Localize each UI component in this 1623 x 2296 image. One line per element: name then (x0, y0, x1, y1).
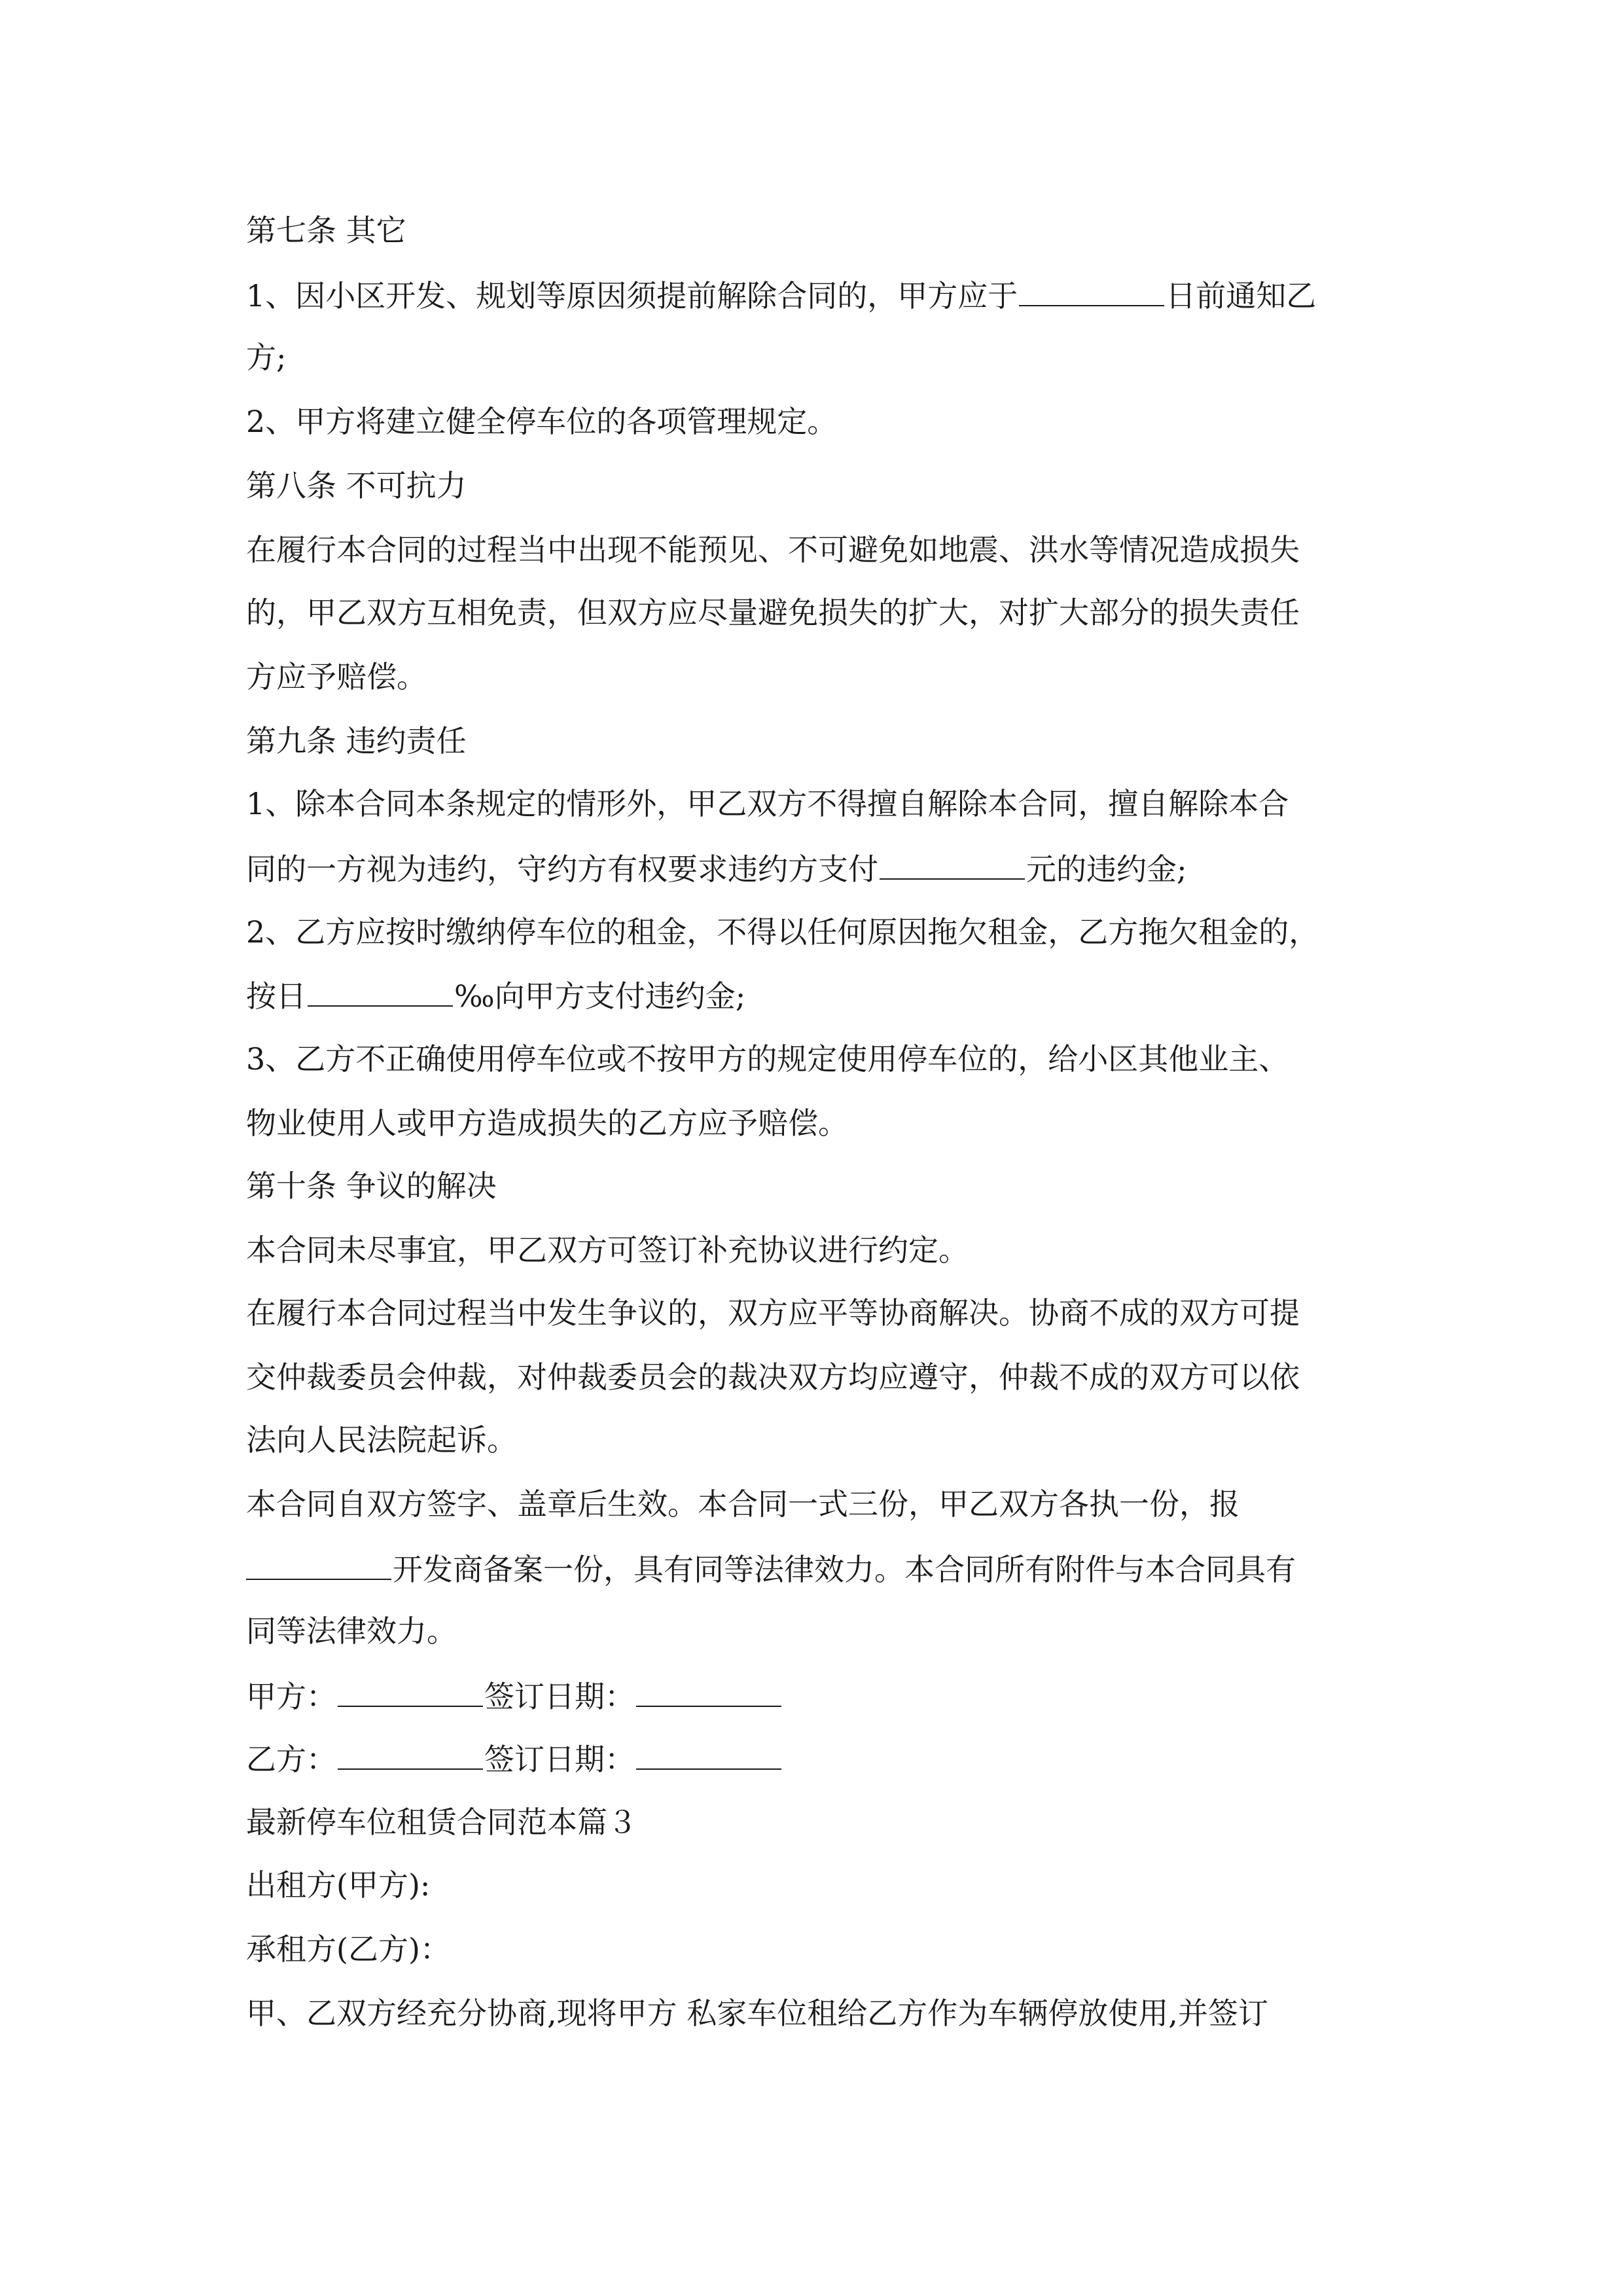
article8-heading: 第八条 不可抗力 (246, 468, 467, 503)
filing-authority-blank[interactable] (246, 1549, 391, 1580)
article9-heading: 第九条 违约责任 (246, 723, 467, 759)
article7-p2: 2、甲方将建立健全停车位的各项管理规定。 (246, 404, 838, 439)
penalty-amount-blank[interactable] (880, 848, 1025, 880)
party-b-signature-row: 乙方： 签订日期： (246, 1738, 783, 1778)
article10-p2-line3: 法向人民法院起诉。 (246, 1422, 517, 1458)
article10-p3-line3: 同等法律效力。 (246, 1613, 457, 1649)
article7-heading: 第七条 其它 (246, 213, 406, 248)
article9-p3-line2: 物业使用人或甲方造成损失的乙方应予赔偿。 (246, 1105, 848, 1141)
notice-days-blank[interactable] (1019, 275, 1164, 306)
article8-line2: 的，甲乙双方互相免责，但双方应尽量避免损失的扩大，对扩大部分的损失责任 (246, 595, 1300, 630)
section3-title: 最新停车位租赁合同范本篇３ (246, 1804, 637, 1840)
article9-p1-line2: 同的一方视为违约，守约方有权要求违约方支付 元的违约金; (246, 848, 1187, 888)
article9-p2-line1: 2、乙方应按时缴纳停车位的租金，不得以任何原因拖欠租金，乙方拖欠租金的， (246, 914, 1319, 950)
article10-p3-line2: 开发商备案一份，具有同等法律效力。本合同所有附件与本合同具有 (246, 1549, 1296, 1588)
party-a-signature-row: 甲方： 签订日期： (246, 1676, 783, 1715)
article10-heading: 第十条 争议的解决 (246, 1168, 497, 1204)
party-a-date-blank[interactable] (636, 1676, 781, 1707)
daily-rate-blank[interactable] (308, 975, 453, 1007)
article10-p1: 本合同未尽事宜，甲乙双方可签订补充协议进行约定。 (246, 1232, 969, 1268)
party-b-date-blank[interactable] (636, 1738, 781, 1770)
article9-p2-line2: 按日 ‰向甲方支付违约金; (246, 975, 745, 1014)
article8-line1: 在履行本合同的过程当中出现不能预见、不可避免如地震、洪水等情况造成损失 (246, 532, 1300, 567)
article9-p1-line1: 1、除本合同本条规定的情形外，甲乙双方不得擅自解除本合同，擅自解除本合 (246, 786, 1289, 821)
lessee-label: 承租方(乙方)： (246, 1931, 450, 1967)
party-b-signature-blank[interactable] (338, 1738, 483, 1770)
article9-p3-line1: 3、乙方不正确使用停车位或不按甲方的规定使用停车位的，给小区其他业主、 (246, 1041, 1289, 1077)
article10-p2-line2: 交仲裁委员会仲裁，对仲裁委员会的裁决双方均应遵守，仲裁不成的双方可以依 (246, 1359, 1300, 1395)
lessor-label: 出租方(甲方): (246, 1867, 431, 1903)
party-a-signature-blank[interactable] (338, 1676, 483, 1707)
article10-p3-line1: 本合同自双方签字、盖章后生效。本合同一式三份，甲乙双方各执一份，报 (246, 1486, 1240, 1522)
article7-p1-line1: 1、因小区开发、规划等原因须提前解除合同的，甲方应于 日前通知乙 (246, 275, 1316, 314)
article7-p1-line2: 方; (246, 340, 287, 375)
article10-p2-line1: 在履行本合同过程当中发生争议的，双方应平等协商解决。协商不成的双方可提 (246, 1295, 1300, 1331)
section3-intro: 甲、乙双方经充分协商,现将甲方 私家车位租给乙方作为车辆停放使用,并签订 (246, 1996, 1268, 2031)
article8-line3: 方应予赔偿。 (246, 659, 427, 694)
